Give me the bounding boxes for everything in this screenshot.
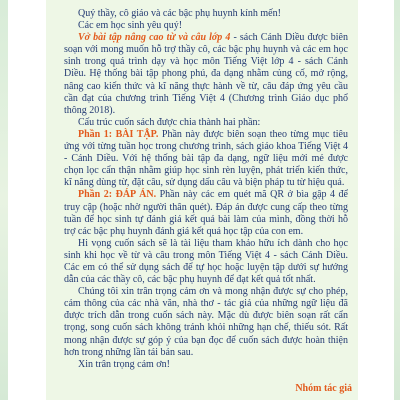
greeting: Quý thầy, cô giáo và các bậc phụ huynh kính mến!: [78, 8, 281, 19]
hope-paragraph: Hi vọng cuốn sách sẽ là tài liệu tham khảo hữu ích dành cho học sinh khi học về từ và câu trong môn Tiếng Việt 4 - sách Cánh Diều. Các em có thể sử dụng sách để tự học hoặc luyện tập dưới sự hướng dẫn của các thầy cô, các bậc phụ huynh để đạt kết quả tốt nhất.: [64, 237, 348, 286]
part1-paragraph: [64, 129, 348, 189]
structure-intro: Cấu trúc cuốn sách được chia thành hai phần:: [78, 116, 261, 128]
greeting-students: Các em học sinh yêu quý!: [78, 20, 183, 32]
intro-text: - sách Cánh Diều được biên soạn với mong muốn hỗ trợ thầy cô, các bậc phụ huynh và các em học sinh trong quá trình dạy và học môn Tiếng Việt lớp 4 - sách Cánh Diều. Hệ thống bài tập phong phú, đa dạng nhằm củng cố, mở rộng, nâng cao kiến thức và kĩ năng thực hành về từ, câu đáp ứng yêu cầu cần đạt của chương trình Tiếng Việt 4 (Chương trình Giáo dục phổ thông 2018).: [64, 32, 348, 116]
part2-text: Phần này các em quét mã QR ở bìa gập 4 để truy cập (hoặc nhờ người thân quét). Đáp án được cung cấp theo từng tuần để học sinh tự đánh giá kết quả bài làm của mình, đồng thời hỗ trợ các bậc phụ huynh đánh giá kết quả học tập của con em.: [64, 189, 348, 237]
intro-paragraph: [64, 32, 348, 117]
closing-line: Xin trân trọng cảm ơn!: [78, 358, 170, 370]
page-border-right: [394, 0, 400, 400]
thanks-paragraph: Chúng tôi xin trân trọng cảm ơn và mong nhận được sự cho phép, cảm thông của các nhà văn, nhà thơ - tác giả của những ngữ liệu đã được trích dẫn trong cuốn sách này. Mặc dù được biên soạn rất cẩn trọng, song cuốn sách không tránh khỏi những hạn chế, thiếu sót. Rất mong nhận được sự góp ý của bạn đọc để cuốn sách được hoàn thiện hơn trong những lần tái bản sau.: [64, 286, 348, 358]
page-border-left: [0, 0, 8, 400]
part1-label: Phần 1: BÀI TẬP.: [78, 128, 159, 140]
part2-paragraph: [64, 189, 348, 237]
book-title: Vở bài tập nâng cao từ và câu lớp 4: [78, 32, 231, 44]
part2-label: Phần 2: ĐÁP ÁN.: [78, 189, 157, 201]
part1-text: Phần này được biên soạn theo từng mục tiêu ứng với từng tuần học trong chương trình, sách giáo khoa Tiếng Việt 4 - Cánh Diều. Với hệ thống bài tập đa dạng, ngữ liệu mới mẻ được chọn lọc cẩn thận nhằm giúp học sinh rèn luyện, phát triển kiến thức, kĩ năng dùng từ, đặt câu, sử dụng dấu câu và biện pháp tu từ hiệu quả.: [64, 128, 348, 189]
preface-text: [64, 8, 348, 371]
author-signature: Nhóm tác giả: [295, 383, 352, 394]
